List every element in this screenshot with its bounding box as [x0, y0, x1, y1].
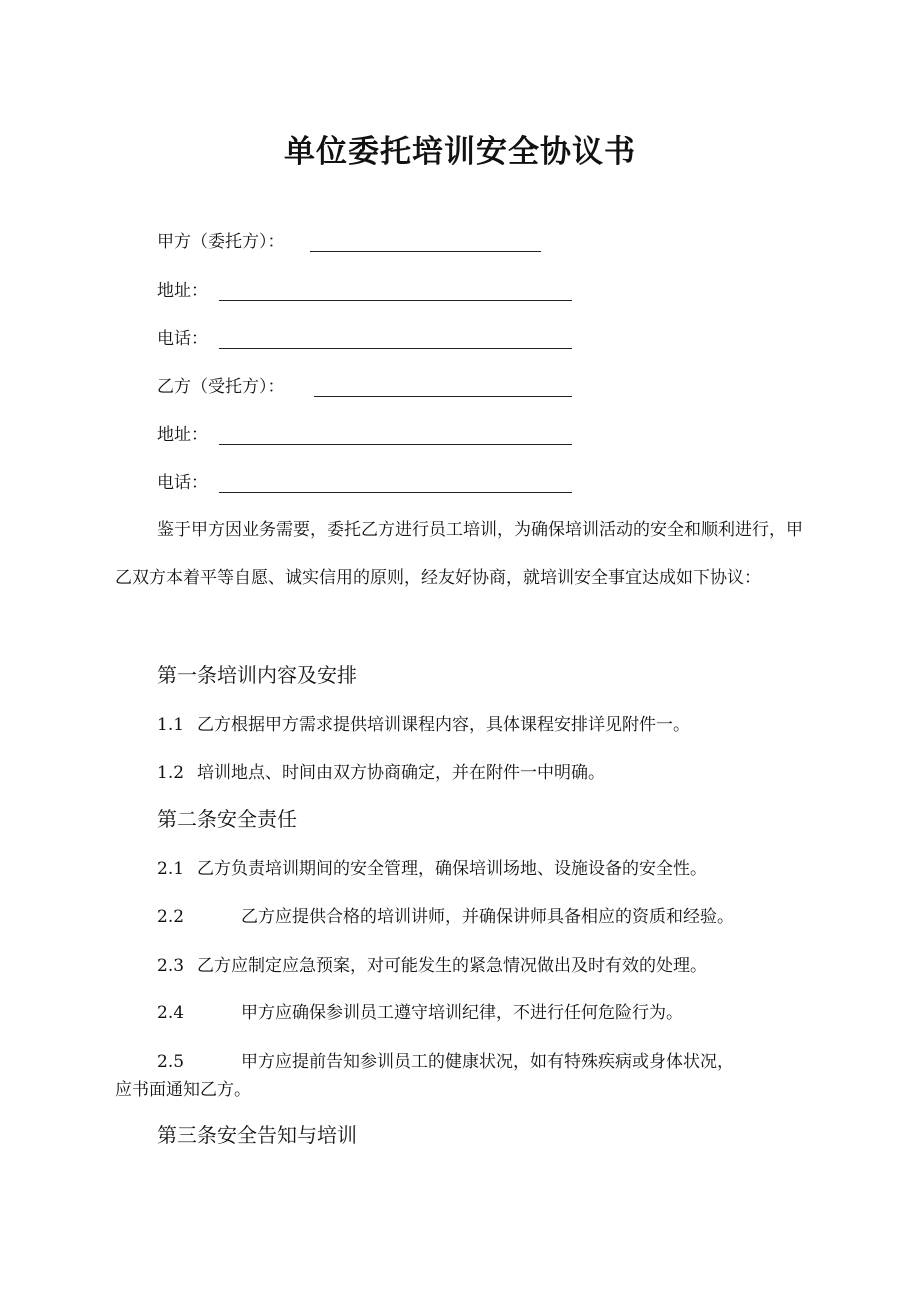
clause-number: 2.1 — [157, 859, 185, 879]
party-a-phone-blank[interactable] — [219, 348, 572, 349]
party-a-name-label: 甲方（委托方）： — [157, 232, 285, 252]
party-a-address-label: 地址： — [157, 281, 208, 301]
party-b-phone-field — [157, 471, 577, 495]
section-2-heading: 第二条安全责任 — [157, 807, 297, 831]
section-3-heading: 第三条安全告知与培训 — [157, 1123, 357, 1147]
document-title: 单位委托培训安全协议书 — [284, 134, 636, 170]
party-a-phone-field — [157, 327, 577, 351]
section-1-heading: 第一条培训内容及安排 — [157, 663, 357, 687]
party-a-phone-label: 电话： — [157, 329, 208, 349]
party-a-name-field — [157, 230, 557, 254]
clause-number: 1.1 — [157, 715, 185, 735]
clause-2-4 — [157, 1001, 683, 1025]
clause-number: 1.2 — [157, 763, 185, 783]
party-b-address-field — [157, 423, 577, 447]
clause-number: 2.5 — [157, 1052, 185, 1072]
clause-text: 甲方应提前告知参训员工的健康状况，如有特殊疾病或身体状况， — [241, 1052, 734, 1072]
clause-2-5 — [157, 1050, 734, 1074]
party-b-name-blank[interactable] — [314, 396, 572, 397]
clause-1-2 — [157, 761, 605, 785]
clause-number: 2.3 — [157, 956, 185, 976]
clause-1-1 — [157, 713, 690, 737]
party-a-address-field — [157, 279, 577, 303]
party-b-phone-blank[interactable] — [219, 492, 572, 493]
clause-2-3 — [157, 954, 707, 978]
clause-text: 培训地点、时间由双方协商确定，并在附件一中明确。 — [197, 763, 605, 783]
party-b-name-label: 乙方（受托方）： — [157, 377, 285, 397]
party-a-address-blank[interactable] — [219, 300, 572, 301]
party-b-address-blank[interactable] — [219, 444, 572, 445]
clause-number: 2.2 — [157, 907, 185, 927]
intro-paragraph: 鉴于甲方因业务需要，委托乙方进行员工培训，为确保培训活动的安全和顺利进行，甲乙双方本着平等自愿、诚实信用的原则，经友好协商，就培训安全事宜达成如下协议： — [115, 520, 803, 588]
clause-2-1 — [157, 857, 707, 881]
clause-text: 甲方应确保参训员工遵守培训纪律，不进行任何危险行为。 — [241, 1003, 683, 1023]
party-b-phone-label: 电话： — [157, 473, 208, 493]
clause-text: 乙方应提供合格的培训讲师，并确保讲师具备相应的资质和经验。 — [241, 907, 734, 927]
clause-text: 乙方应制定应急预案，对可能发生的紧急情况做出及时有效的处理。 — [197, 956, 707, 976]
clause-text: 乙方负责培训期间的安全管理，确保培训场地、设施设备的安全性。 — [197, 859, 707, 879]
party-a-name-blank[interactable] — [310, 251, 541, 252]
clause-text: 乙方根据甲方需求提供培训课程内容，具体课程安排详见附件一。 — [197, 715, 690, 735]
party-b-name-field — [157, 375, 577, 399]
clause-number: 2.4 — [157, 1003, 185, 1023]
clause-2-5-continuation: 应书面通知乙方。 — [115, 1080, 251, 1100]
party-b-address-label: 地址： — [157, 425, 208, 445]
clause-2-2 — [157, 905, 734, 929]
